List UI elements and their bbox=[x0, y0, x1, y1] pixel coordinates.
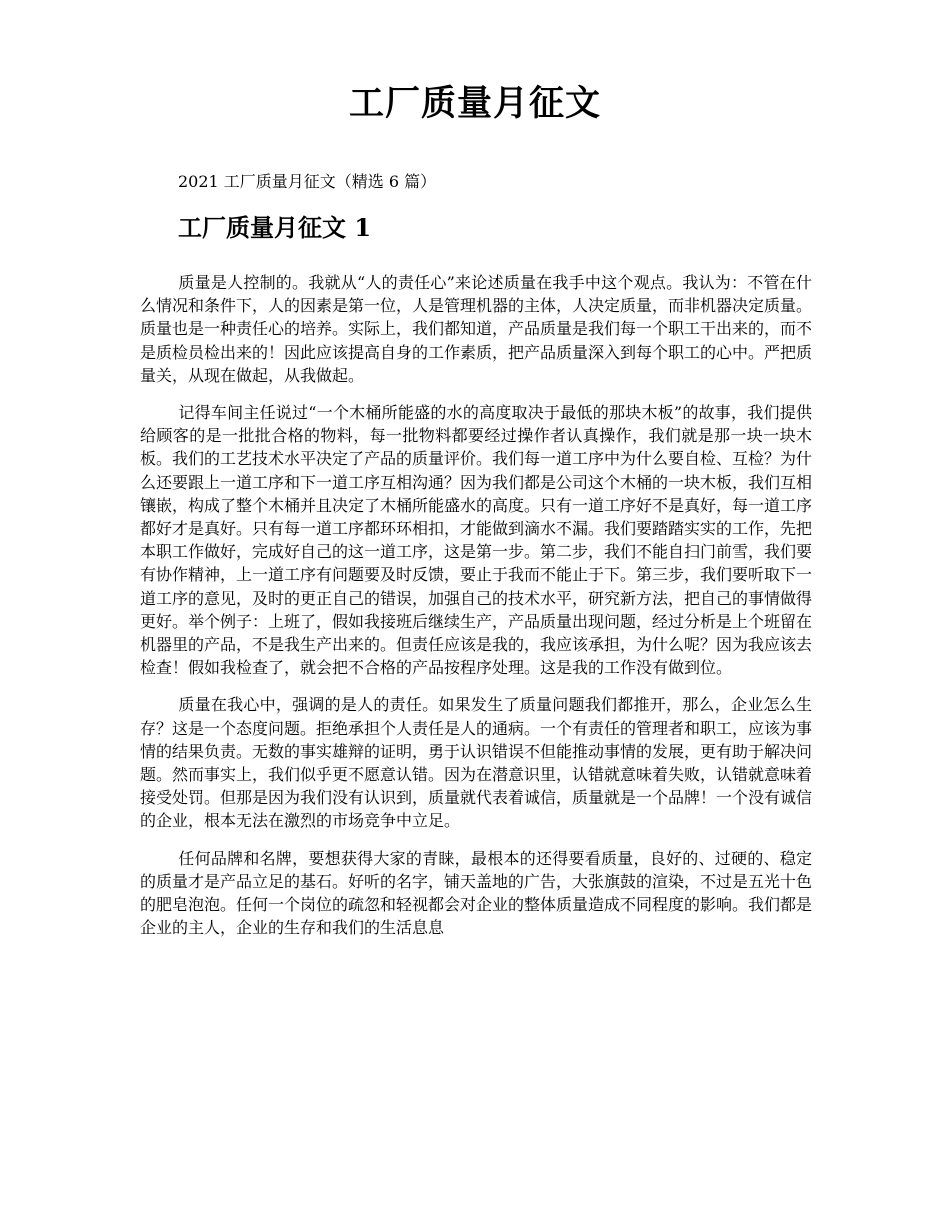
section-heading: 工厂质量月征文 1 bbox=[178, 213, 372, 242]
article-body bbox=[140, 271, 812, 953]
document-subtitle: 2021 工厂质量月征文（精选 6 篇） bbox=[178, 172, 437, 191]
paragraph: 记得车间主任说过“一个木桶所能盛的水的高度取决于最低的那块木板”的故事，我们提供给顾客的是一批批合格的物料，每一批物料都要经过操作者认真操作，我们就是那一块一块木板。我们的工艺技术水平决定了产品的质量评价。我们每一道工序中为什么要自检、互检？为什么还要跟上一道工序和下一道工序互相沟通？因为我们都是公司这个木桶的一块木板，我们互相镶嵌，构成了整个木桶并且决定了木桶所能盛水的高度。只有一道工序好不是真好，每一道工序都好才是真好。只有每一道工序都环环相扣，才能做到滴水不漏。我们要踏踏实实的工作，先把本职工作做好，完成好自己的这一道工序，这是第一步。第二步，我们不能自扫门前雪，我们要有协作精神，上一道工序有问题要及时反馈，要止于我而不能止于下。第三步，我们要听取下一道工序的意见，及时的更正自己的错误，加强自己的技术水平，研究新方法，把自己的事情做得更好。举个例子：上班了，假如我接班后继续生产，产品质量出现问题，经过分析是上个班留在机器里的产品，不是我生产出来的。但责任应该是我的，我应该承担，为什么呢？因为我应该去检查！假如我检查了，就会把不合格的产品按程序处理。这是我的工作没有做到位。 bbox=[140, 403, 813, 678]
paragraph: 质量是人控制的。我就从“人的责任心”来论述质量在我手中这个观点。我认为：不管在什么情况和条件下，人的因素是第一位，人是管理机器的主体，人决定质量，而非机器决定质量。质量也是一种责任心的培养。实际上，我们都知道，产品质量是我们每一个职工干出来的，而不是质检员检出来的！因此应该提高自身的工作素质，把产品质量深入到每个职工的心中。严把质量关，从现在做起，从我做起。 bbox=[140, 273, 813, 385]
paragraph: 质量在我心中，强调的是人的责任。如果发生了质量问题我们都推开，那么，企业怎么生存？这是一个态度问题。拒绝承担个人责任是人的通病。一个有责任的管理者和职工，应该为事情的结果负责。无数的事实雄辩的证明，勇于认识错误不但能推动事情的发展，更有助于解决问题。然而事实上，我们似乎更不愿意认错。因为在潜意识里，认错就意味着失败，认错就意味着接受处罚。但那是因为我们没有认识到，质量就代表着诚信，质量就是一个品牌！一个没有诚信的企业，根本无法在激烈的市场竞争中立足。 bbox=[140, 695, 813, 831]
document-title: 工厂质量月征文 bbox=[348, 83, 601, 124]
paragraph: 任何品牌和名牌，要想获得大家的青睐，最根本的还得要看质量，良好的、过硬的、稳定的质量才是产品立足的基石。好听的名字，铺天盖地的广告，大张旗鼓的渲染，不过是五光十色的肥皂泡泡。任何一个岗位的疏忽和轻视都会对企业的整体质量造成不同程度的影响。我们都是企业的主人，企业的生存和我们的生活息息 bbox=[140, 848, 813, 938]
